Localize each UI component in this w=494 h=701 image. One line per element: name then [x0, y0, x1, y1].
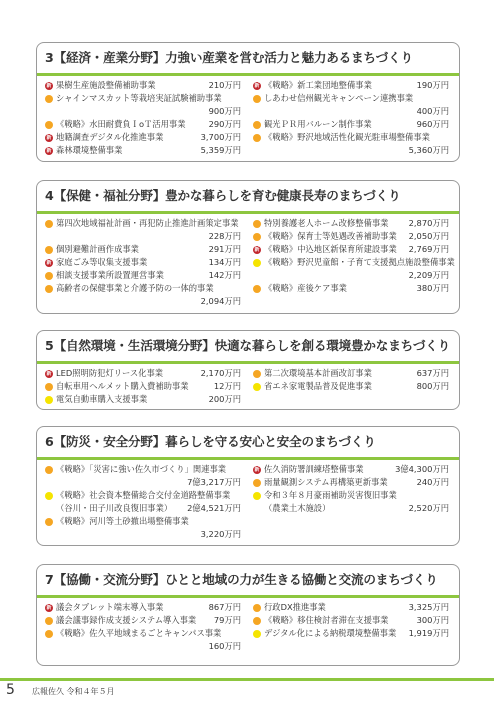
bullet-mark-icon: 新 [254, 246, 260, 253]
list-item [45, 256, 241, 269]
item-name: 森林環境整備事業 [56, 145, 123, 155]
list-item [45, 601, 241, 614]
left-column [45, 217, 241, 308]
item-amount: 900万円 [208, 106, 241, 116]
item-name: 議会議事録作成支援システム導入事業 [56, 615, 197, 625]
bullet-mark-icon [253, 492, 261, 500]
bullet-mark-icon [253, 121, 261, 129]
page-number: 5 [6, 682, 15, 698]
item-name: 令和３年８月豪雨補助災害復旧事業 [264, 490, 397, 500]
section-header [37, 43, 459, 76]
item-amount: 637万円 [416, 368, 449, 378]
item-amount: 400万円 [416, 106, 449, 116]
bullet-mark-icon [45, 492, 53, 500]
item-name: 《戦略》新工業団地整備事業 [264, 80, 372, 90]
item-name: 佐久消防署訓練塔整備事業 [264, 464, 364, 474]
right-column [253, 367, 449, 393]
item-name: 果樹生産施設整備補助事業 [56, 80, 156, 90]
bullet-mark-icon: 新 [46, 604, 52, 611]
item-amount: 3,325万円 [408, 602, 449, 612]
item-name: 《戦略》野沢児童館・子育て支援拠点施設整備事業 [264, 257, 455, 267]
bullet-mark-icon [253, 630, 261, 638]
list-item [45, 463, 241, 476]
item-name: 《戦略》「災害に強い佐久市づくり」関連事業 [56, 464, 227, 474]
item-name: 家庭ごみ等収集支援事業 [56, 257, 148, 267]
list-item [253, 489, 449, 502]
item-name: 電気自動車購入支援事業 [56, 394, 148, 404]
list-item [45, 131, 241, 144]
list-item [45, 144, 241, 157]
section-header [37, 331, 459, 364]
bullet-mark-icon [45, 246, 53, 254]
bullet-mark-icon: 新 [46, 259, 52, 266]
list-item [45, 380, 241, 393]
list-item [45, 367, 241, 380]
list-item [253, 217, 449, 230]
item-amount: 290万円 [208, 119, 241, 129]
item-amount: 3,700万円 [200, 132, 241, 142]
bullet-mark-icon [253, 233, 261, 241]
list-item [45, 627, 241, 640]
section-header [37, 565, 459, 598]
list-item [253, 243, 449, 256]
bullet-mark-icon: 新 [46, 134, 52, 141]
item-amount: 240万円 [416, 477, 449, 487]
item-amount: 2億4,521万円 [187, 503, 241, 513]
list-item [253, 230, 449, 243]
item-amount: 2,050万円 [408, 231, 449, 241]
bullet-mark-icon [253, 134, 261, 142]
item-amount: 3,220万円 [200, 529, 241, 539]
item-name: 個別避難計画作成事業 [56, 244, 139, 254]
item-amount: 867万円 [208, 602, 241, 612]
item-name: 観光ＰＲ用バルーン制作事業 [264, 119, 372, 129]
item-amount: 380万円 [416, 283, 449, 293]
list-item [253, 627, 449, 640]
bullet-mark-icon [45, 466, 53, 474]
list-item [45, 269, 241, 282]
bullet-mark-icon [45, 121, 53, 129]
item-name: 第四次地域福祉計画・再犯防止推進計画策定事業 [56, 218, 239, 228]
bullet-mark-icon [253, 479, 261, 487]
item-name: 《戦略》中込地区新保育所建設事業 [264, 244, 397, 254]
item-name: 特別養護老人ホーム改修整備事業 [264, 218, 389, 228]
item-amount: 2,769万円 [408, 244, 449, 254]
item-name: 行政DX推進事業 [264, 602, 326, 612]
list-item [45, 79, 241, 92]
list-item [45, 640, 241, 653]
right-column [253, 463, 449, 515]
bullet-mark-icon [253, 383, 261, 391]
bullet-mark-icon [253, 95, 261, 103]
section-title: 6【防災・安全分野】暮らしを守る安心と安全のまちづくり [45, 434, 376, 449]
section-economy [36, 42, 460, 162]
bullet-mark-icon [45, 272, 53, 280]
item-name: 《戦略》河川等土砂撤出場整備事業 [56, 516, 189, 526]
item-name: （谷川・田子川改良復旧事業） [56, 503, 173, 513]
item-amount: 800万円 [416, 381, 449, 391]
list-item [253, 105, 449, 118]
list-item [253, 601, 449, 614]
left-column [45, 601, 241, 653]
item-amount: 142万円 [208, 270, 241, 280]
section-header [37, 181, 459, 214]
item-amount: 2,170万円 [200, 368, 241, 378]
item-amount: 210万円 [208, 80, 241, 90]
list-item [45, 282, 241, 295]
section-title: 5【自然環境・生活環境分野】快適な暮らしを創る環境豊かなまちづくり [45, 338, 451, 353]
list-item [45, 243, 241, 256]
section-disaster-safety [36, 426, 460, 546]
item-amount: 190万円 [416, 80, 449, 90]
item-amount: 2,520万円 [408, 503, 449, 513]
item-amount: 291万円 [208, 244, 241, 254]
item-amount: 960万円 [416, 119, 449, 129]
bullet-mark-icon [45, 95, 53, 103]
list-item [45, 614, 241, 627]
bullet-mark-icon: 新 [46, 370, 52, 377]
list-item [45, 118, 241, 131]
section-title: 3【経済・産業分野】力強い産業を営む活力と魅力あるまちづくり [45, 50, 413, 65]
list-item [253, 367, 449, 380]
list-item [45, 217, 241, 230]
item-amount: 2,870万円 [408, 218, 449, 228]
item-name: 《戦略》水田耐費負ＩoＴ活用事業 [56, 119, 186, 129]
list-item [253, 269, 449, 282]
item-name: 第二次環境基本計画改訂事業 [264, 368, 372, 378]
bullet-mark-icon: 新 [254, 466, 260, 473]
bullet-mark-icon [253, 370, 261, 378]
bullet-mark-icon [45, 285, 53, 293]
bullet-mark-icon [45, 220, 53, 228]
list-item [253, 502, 449, 515]
list-item [45, 502, 241, 515]
item-name: 相談支援事業所設置運営事業 [56, 270, 164, 280]
item-name: 議会タブレット端末導入事業 [56, 602, 164, 612]
list-item [253, 476, 449, 489]
bullet-mark-icon [45, 518, 53, 526]
bullet-mark-icon [45, 617, 53, 625]
bullet-mark-icon [253, 617, 261, 625]
item-amount: 228万円 [208, 231, 241, 241]
item-amount: 5,359万円 [200, 145, 241, 155]
section-health-welfare [36, 180, 460, 314]
list-item [253, 118, 449, 131]
item-amount: 300万円 [416, 615, 449, 625]
item-amount: 200万円 [208, 394, 241, 404]
bullet-mark-icon [253, 604, 261, 612]
item-amount: 12万円 [213, 381, 241, 391]
section-title: 7【協働・交流分野】ひとと地域の力が生きる協働と交流のまちづくり [45, 572, 438, 587]
list-item [45, 295, 241, 308]
item-name: 《戦略》産後ケア事業 [264, 283, 347, 293]
list-item [253, 380, 449, 393]
list-item [45, 393, 241, 406]
section-header [37, 427, 459, 460]
right-column [253, 217, 455, 295]
item-amount: 5,360万円 [408, 145, 449, 155]
list-item [253, 614, 449, 627]
page-footer [0, 672, 494, 700]
right-column [253, 79, 449, 157]
item-amount: 3億4,300万円 [395, 464, 449, 474]
list-item [45, 528, 241, 541]
item-amount: 160万円 [208, 641, 241, 651]
item-name: しあわせ信州観光キャンペーン連携事業 [264, 93, 414, 103]
bullet-mark-icon [253, 259, 261, 267]
bullet-mark-icon [45, 396, 53, 404]
item-name: 《戦略》社会資本整備総合交付金道路整備事業 [56, 490, 231, 500]
bullet-mark-icon [45, 630, 53, 638]
list-item [45, 230, 241, 243]
right-column [253, 601, 449, 640]
list-item [253, 144, 449, 157]
bullet-mark-icon: 新 [46, 82, 52, 89]
left-column [45, 79, 241, 157]
item-name: 省エネ家電製品普及促進事業 [264, 381, 372, 391]
item-name: デジタル化による納税環境整備事業 [264, 628, 397, 638]
list-item [45, 92, 241, 105]
list-item [253, 256, 455, 269]
bullet-mark-icon: 新 [46, 147, 52, 154]
list-item [253, 282, 449, 295]
bullet-mark-icon [45, 383, 53, 391]
left-column [45, 463, 241, 541]
bullet-mark-icon: 新 [254, 82, 260, 89]
bullet-mark-icon [253, 285, 261, 293]
item-amount: 7億3,217万円 [187, 477, 241, 487]
list-item [253, 79, 449, 92]
item-name: LED照明防犯灯リース化事業 [56, 368, 164, 378]
magazine-name: 広報佐久 令和４年５月 [32, 687, 115, 696]
list-item [253, 131, 449, 144]
list-item [45, 105, 241, 118]
item-amount: 1,919万円 [408, 628, 449, 638]
item-amount: 134万円 [208, 257, 241, 267]
section-title: 4【保健・福祉分野】豊かな暮らしを育む健康長寿のまちづくり [45, 188, 401, 203]
item-amount: 79万円 [213, 615, 241, 625]
item-name: 自転車用ヘルメット購入費補助事業 [56, 381, 189, 391]
item-name: 地籍調査デジタル化推進事業 [56, 132, 164, 142]
item-name: （農業土木施設） [264, 503, 331, 513]
bullet-mark-icon [253, 220, 261, 228]
left-column [45, 367, 241, 406]
item-name: 《戦略》野沢地域活性化観光駐車場整備事業 [264, 132, 430, 142]
item-name: 高齢者の保健事業と介護予防の一体的事業 [56, 283, 214, 293]
item-name: 《戦略》保育士等処遇改善補助事業 [264, 231, 397, 241]
section-environment [36, 330, 460, 410]
item-amount: 2,094万円 [200, 296, 241, 306]
list-item [45, 476, 241, 489]
list-item [253, 92, 449, 105]
item-name: 《戦略》佐久平地域まるごとキャンパス事業 [56, 628, 222, 638]
item-name: 雨量観測システム再構築更新事業 [264, 477, 388, 487]
list-item [45, 515, 241, 528]
item-amount: 2,209万円 [408, 270, 449, 280]
list-item [253, 463, 449, 476]
item-name: 《戦略》移住検討者滞在支援事業 [264, 615, 389, 625]
list-item [45, 489, 241, 502]
section-collaboration [36, 564, 460, 666]
item-name: シャインマスカット等栽培実証試験補助事業 [56, 93, 222, 103]
